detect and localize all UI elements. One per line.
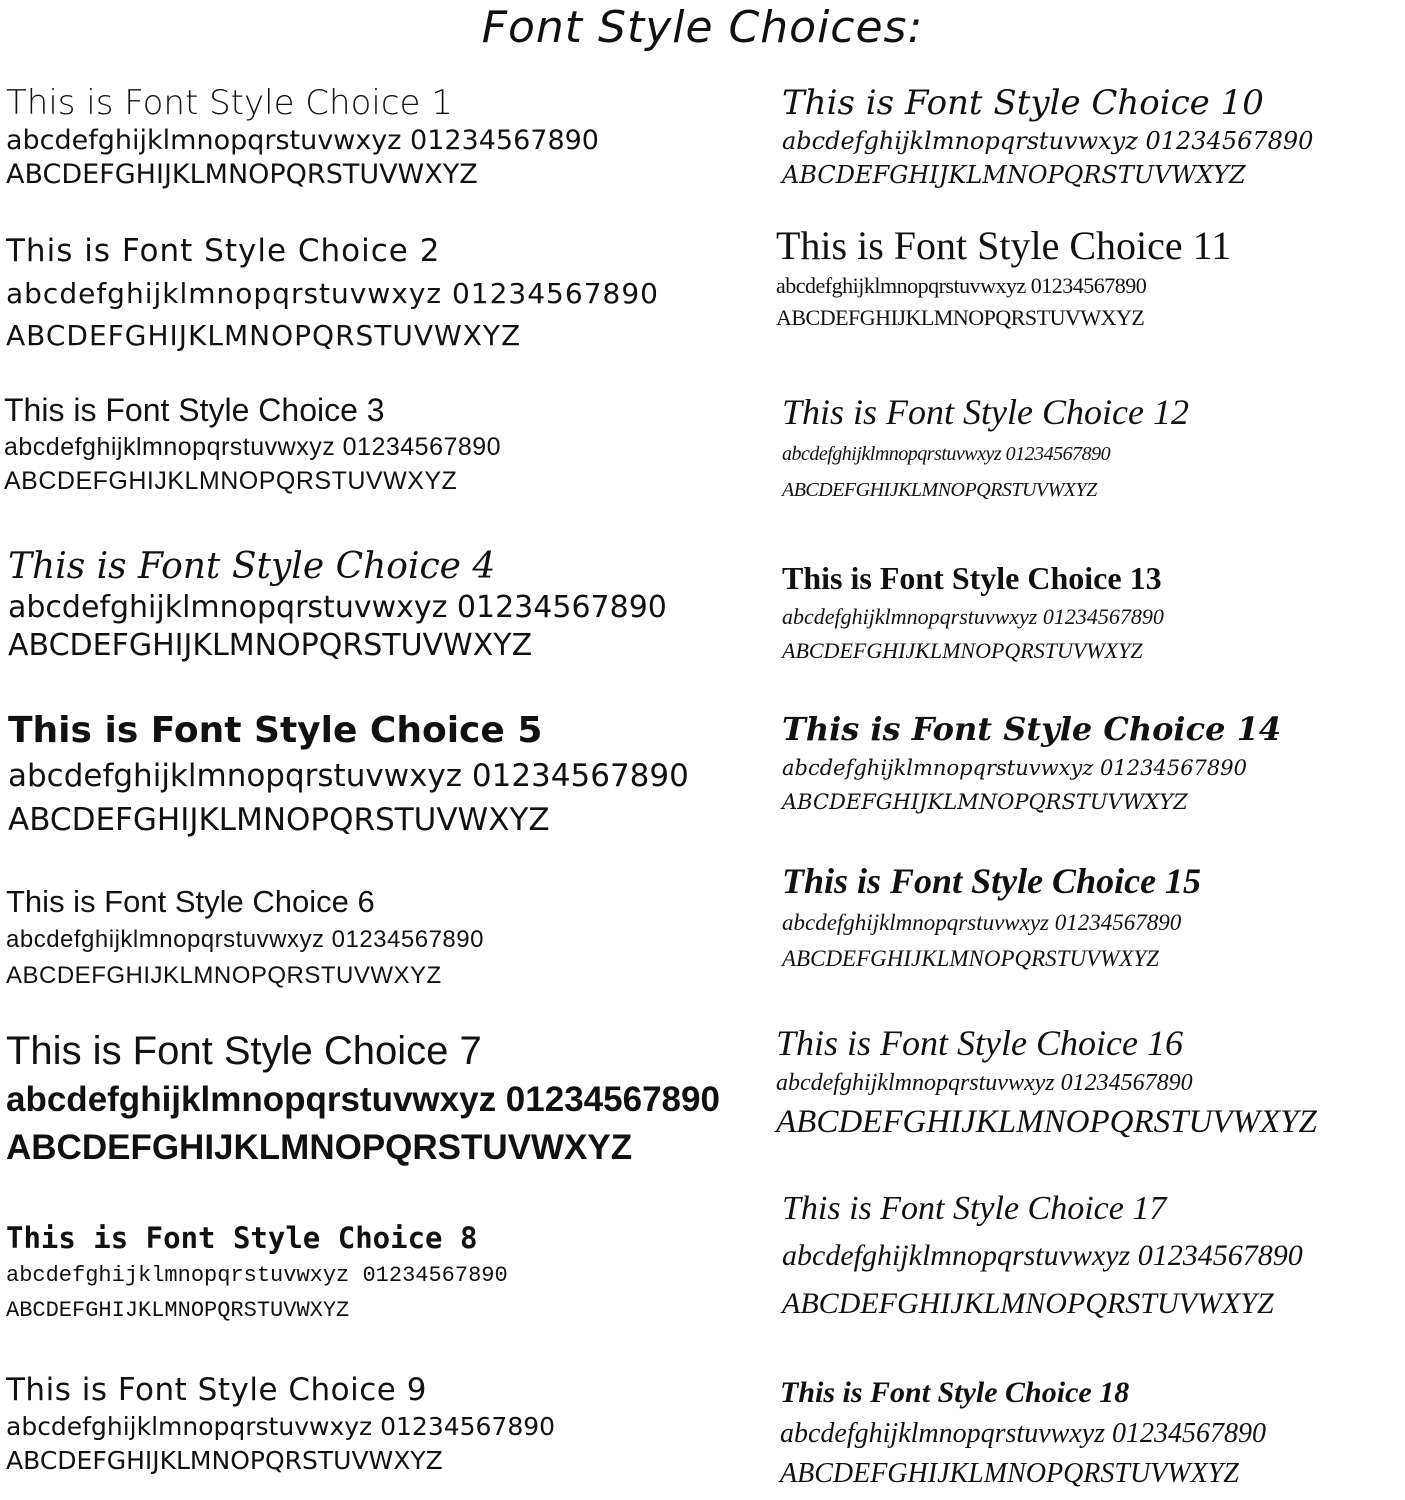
sample-lowercase: abcdefghijklmnopqrstuvwxyz 01234567890 (782, 127, 1314, 155)
sample-heading: This is Font Style Choice 13 (782, 560, 1162, 596)
sample-heading: This is Font Style Choice 5 (8, 710, 543, 751)
sample-heading: This is Font Style Choice 1 (6, 83, 453, 123)
sample-heading: This is Font Style Choice 6 (6, 884, 375, 919)
sample-heading: This is Font Style Choice 18 (780, 1376, 1130, 1409)
sample-lowercase: abcdefghijklmnopqrstuvwxyz 01234567890 (776, 1070, 1193, 1096)
sample-uppercase: ABCDEFGHIJKLMNOPQRSTUVWXYZ (6, 1298, 350, 1323)
font-sample-8 (6, 1218, 508, 1328)
font-sample-18 (780, 1372, 1266, 1494)
sample-lowercase: abcdefghijklmnopqrstuvwxyz 01234567890 (6, 1263, 508, 1288)
sample-heading: This is Font Style Choice 7 (6, 1029, 482, 1073)
sample-lowercase: abcdefghijklmnopqrstuvwxyz 01234567890 (782, 910, 1182, 935)
sample-heading: This is Font Style Choice 2 (6, 233, 441, 269)
sample-uppercase: ABCDEFGHIJKLMNOPQRSTUVWXYZ (782, 1287, 1274, 1320)
sample-uppercase: ABCDEFGHIJKLMNOPQRSTUVWXYZ (776, 305, 1145, 330)
sample-heading: This is Font Style Choice 17 (782, 1190, 1167, 1227)
sample-heading: This is Font Style Choice 8 (6, 1221, 478, 1255)
sample-heading: This is Font Style Choice 12 (782, 392, 1189, 432)
sample-uppercase: ABCDEFGHIJKLMNOPQRSTUVWXYZ (6, 319, 522, 352)
sample-uppercase: ABCDEFGHIJKLMNOPQRSTUVWXYZ (782, 790, 1188, 814)
sample-heading: This is Font Style Choice 16 (776, 1023, 1183, 1063)
font-sample-15 (782, 857, 1201, 977)
sample-uppercase: ABCDEFGHIJKLMNOPQRSTUVWXYZ (782, 479, 1097, 501)
sample-uppercase: ABCDEFGHIJKLMNOPQRSTUVWXYZ (782, 161, 1246, 189)
sample-lowercase: abcdefghijklmnopqrstuvwxyz 01234567890 (782, 443, 1111, 465)
sample-lowercase: abcdefghijklmnopqrstuvwxyz 01234567890 (6, 1412, 556, 1441)
sample-heading: This is Font Style Choice 3 (4, 392, 385, 428)
sample-uppercase: ABCDEFGHIJKLMNOPQRSTUVWXYZ (782, 946, 1159, 971)
font-sample-2 (6, 229, 659, 357)
sample-uppercase: ABCDEFGHIJKLMNOPQRSTUVWXYZ (780, 1458, 1239, 1489)
font-sample-4 (8, 545, 667, 665)
font-sample-11 (776, 222, 1231, 334)
sample-lowercase: abcdefghijklmnopqrstuvwxyz 01234567890 (782, 604, 1164, 629)
sample-uppercase: ABCDEFGHIJKLMNOPQRSTUVWXYZ (6, 962, 442, 989)
sample-lowercase: abcdefghijklmnopqrstuvwxyz 01234567890 (776, 273, 1147, 298)
sample-uppercase: ABCDEFGHIJKLMNOPQRSTUVWXYZ (6, 1446, 443, 1475)
sample-lowercase: abcdefghijklmnopqrstuvwxyz 01234567890 (6, 125, 599, 156)
sample-uppercase: ABCDEFGHIJKLMNOPQRSTUVWXYZ (4, 467, 458, 495)
sample-lowercase: abcdefghijklmnopqrstuvwxyz 01234567890 (6, 926, 484, 953)
page-title: Font Style Choices: (481, 2, 924, 53)
font-sample-3 (4, 390, 501, 498)
font-sample-9 (6, 1370, 555, 1478)
font-sample-12 (782, 388, 1189, 508)
sample-uppercase: ABCDEFGHIJKLMNOPQRSTUVWXYZ (6, 1128, 633, 1167)
font-sample-16 (776, 1020, 1317, 1144)
sample-heading: This is Font Style Choice 4 (8, 546, 496, 587)
font-sample-17 (782, 1186, 1303, 1328)
sample-lowercase: abcdefghijklmnopqrstuvwxyz 01234567890 (782, 756, 1248, 780)
font-sample-5 (8, 708, 689, 842)
font-sample-13 (782, 556, 1164, 668)
sample-lowercase: abcdefghijklmnopqrstuvwxyz 01234567890 (8, 590, 667, 625)
sample-lowercase: abcdefghijklmnopqrstuvwxyz 01234567890 (780, 1418, 1267, 1449)
sample-uppercase: ABCDEFGHIJKLMNOPQRSTUVWXYZ (782, 638, 1143, 663)
sample-uppercase: ABCDEFGHIJKLMNOPQRSTUVWXYZ (6, 159, 478, 190)
font-sample-1 (6, 82, 599, 192)
sample-uppercase: ABCDEFGHIJKLMNOPQRSTUVWXYZ (8, 628, 533, 663)
sample-heading: This is Font Style Choice 15 (782, 861, 1202, 901)
sample-lowercase: abcdefghijklmnopqrstuvwxyz 01234567890 (782, 1239, 1303, 1272)
font-sample-10 (782, 82, 1313, 192)
font-sample-6 (6, 882, 484, 994)
font-sample-14 (782, 707, 1281, 819)
sample-uppercase: ABCDEFGHIJKLMNOPQRSTUVWXYZ (8, 802, 550, 838)
sample-heading: This is Font Style Choice 9 (6, 1372, 427, 1408)
sample-lowercase: abcdefghijklmnopqrstuvwxyz 01234567890 (8, 758, 689, 794)
sample-lowercase: abcdefghijklmnopqrstuvwxyz 01234567890 (6, 1080, 720, 1119)
font-sample-7 (6, 1026, 720, 1172)
sample-heading: This is Font Style Choice 14 (782, 710, 1282, 748)
sample-heading: This is Font Style Choice 10 (782, 83, 1264, 123)
sample-lowercase: abcdefghijklmnopqrstuvwxyz 01234567890 (6, 277, 659, 310)
sample-lowercase: abcdefghijklmnopqrstuvwxyz 01234567890 (4, 433, 502, 461)
sample-uppercase: ABCDEFGHIJKLMNOPQRSTUVWXYZ (776, 1104, 1317, 1140)
sample-heading: This is Font Style Choice 11 (776, 223, 1232, 268)
